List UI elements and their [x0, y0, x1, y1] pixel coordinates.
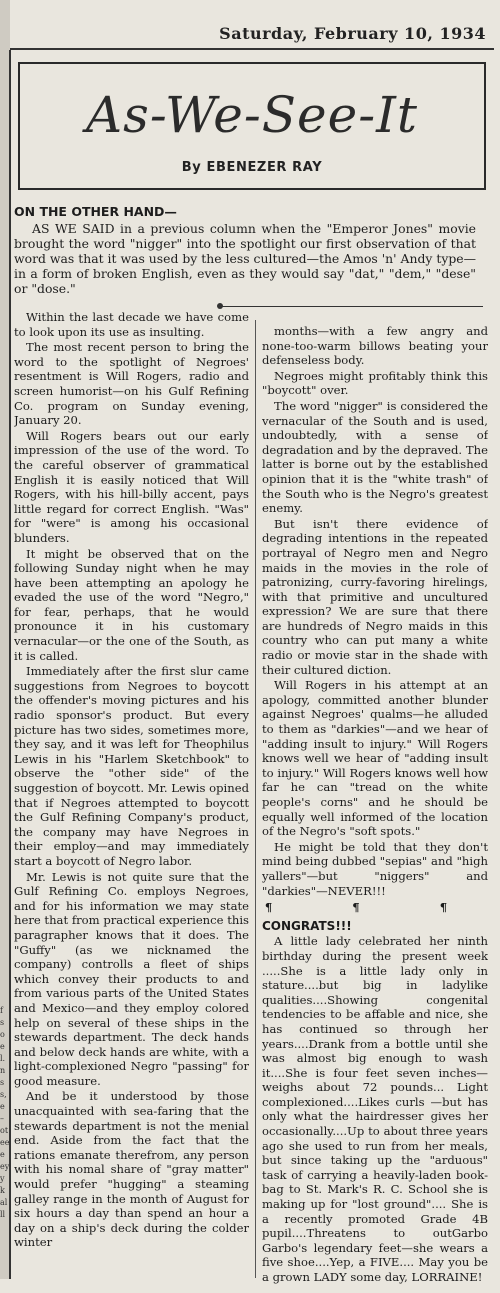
lead-paragraph: AS WE SAID in a previous column when the "Emperor Jones" movie brought the word "nigger" into the spotlight our first observation of that word was that it was used by the less cultured—the Amos 'n' Andy type—in a form of broken English, even as they would say "dat," "dem," "dese" or "dose.": [14, 221, 476, 296]
margin-fragment: s: [0, 1018, 5, 1027]
lead-rule-dot: [217, 303, 223, 309]
dateline: Saturday, February 10, 1934: [219, 24, 486, 43]
byline: By EBENEZER RAY: [181, 160, 323, 175]
paragraph: A little lady celebrated her ninth birthday during the present week .....She is a little lady only in stature....but big in ladylike qualities....Showing congenital tendencies to be affable and nice, she has continued so through her years....Drank from a bottle until she was almost big enough to wash it....She is four feet seven inches—weighs about 72 pounds... Light complexioned....Likes curls —but has only what the hairdresser gives her occasionally....Up to about three years ago she used to run from her meals, but since taking up the "arduous" task of carrying a heavily-laden book-bag to St. Mark's R. C. School she is making up for "lost ground".... She is a recently promoted Grade 4B pupil....Threatens to outGarbo Garbo's legendary feet—she wears a five shoe....Yep, a FIVE.... May you be a grown LADY some day, LORRAINE!: [262, 934, 488, 1284]
paragraph: But isn't there evidence of degrading intentions in the repeated portrayal of Negro men and Negro maids in the movies in the role of patronizing, curry-favoring hirelings, with that primitive and uncultured expression? We are sure that there are hundreds of Negro maids in this country who can put many a white radio or movie star in the shade with their cultured diction.: [262, 516, 488, 677]
margin-fragment: ee: [0, 1138, 10, 1147]
article-lead: [14, 204, 492, 296]
margin-fragment: o: [0, 1030, 5, 1039]
margin-fragment: e: [0, 1102, 5, 1111]
margin-fragment: s,: [0, 1090, 7, 1099]
paragraph-separator: ¶ ¶ ¶: [264, 900, 486, 915]
column-rule: [9, 50, 11, 1279]
margin-fragment: n: [0, 1066, 6, 1075]
margin-fragment: al: [0, 1198, 8, 1207]
paragraph: Mr. Lewis is not quite sure that the Gulf Refining Co. employs Negroes, and for his information we may state here that from practical experience this paragrapher knows that it does. The "Guffy" (as we nicknamed the company) controlls a fleet of ships which convey their products to and from various parts of the United States and Mexico—and they employ colored help on several of these ships in the stewards department. The deck hands and below deck hands are white, with a light-complexioned Negro "passing" for good measure.: [14, 869, 249, 1088]
paragraph: Within the last decade we have come to look upon its use as insulting.: [14, 310, 249, 339]
article-columns: [14, 310, 492, 1284]
congrats-subhead: CONGRATS!!!: [262, 918, 352, 933]
paragraph: It might be observed that on the following Sunday night when he may have been attempting an apology he evaded the use of the word "Negro," for fear, perhaps, that he would pronounce it in his customary vernacular—or the one of the South, as it is called.: [14, 546, 249, 663]
paragraph: Will Rogers bears out our early impression of the use of the word. To the careful observer of grammatical English it is easily noticed that Will Rogers, with his hill-billy accent, pays little regard for correct English. "Was" for "were" is among his occasional blunders.: [14, 428, 249, 545]
paragraph: Immediately after the first slur came suggestions from Negroes to boycott the offender's moving pictures and his radio sponsor's product. But every picture has two sides, sometimes more, they say, and it was left for Theophilus Lewis in his "Harlem Sketchbook" to observe the "other side" of the suggestion of boycott. Mr. Lewis opined that if Negroes attempted to boycott the Gulf Refining Company's product, the company may have Negroes in their employ—and may immediately start a boycott of Negro labor.: [14, 664, 249, 868]
masthead-box: [18, 62, 486, 190]
section-subhead: ON THE OTHER HAND—: [14, 204, 177, 219]
margin-fragment: –: [0, 1114, 4, 1123]
margin-fragment: ey: [0, 1162, 10, 1171]
paragraph: Negroes might profitably think this "boycott" over.: [262, 368, 488, 398]
column-title: As-We-See-It: [86, 86, 418, 144]
paragraph: And be it understood by those unacquainted with sea-faring that the stewards department is not the menial end. Aside from the fact that the rations emanate therefrom, any person with his nomal share of "gray matter" would prefer "hugging" a steaming galley range in the month of August for six hours a day than spend an hour a day on a ship's deck during the colder winter: [14, 1089, 249, 1250]
column-divider: [255, 320, 256, 1278]
margin-fragment: y: [0, 1174, 5, 1183]
paragraph: The most recent person to bring the word to the spotlight of Negroes' resentment is Will Rogers, radio and screen humorist—on his Gulf Refining Co. program on Sunday evening, January 20.: [14, 340, 249, 428]
margin-fragment: e: [0, 1042, 5, 1051]
margin-fragment: l.: [0, 1054, 6, 1063]
margin-fragment: f: [0, 1006, 3, 1015]
margin-fragment: ot: [0, 1126, 9, 1135]
paragraph: months—with a few angry and none-too-warm billows beating your defenseless body.: [262, 324, 488, 368]
dateline-rule: [10, 48, 494, 50]
left-column: [14, 310, 249, 1279]
lead-rule: [219, 306, 483, 307]
margin-fragment: k: [0, 1186, 5, 1195]
paragraph: He might be told that they don't mind being dubbed "sepias" and "high yallers"—but "niggers" and "darkies"—NEVER!!!: [262, 839, 488, 898]
paragraph: The word "nigger" is considered the vernacular of the South and is used, undoubtedly, with a sense of degradation and by the depraved. The latter is borne out by the established opinion that it is the "white trash" of the South who is the Negro's greatest enemy.: [262, 398, 488, 516]
margin-fragment: s: [0, 1078, 5, 1087]
paragraph: Will Rogers in his attempt at an apology, committed another blunder against Negroes' qualms—he alluded to them as "darkies"—and we hear of "adding insult to injury." Will Rogers knows well we hear of "adding insult to injury." Will Rogers knows well how far he can "tread on the white people's corns" and he should be equally well informed of the location of the Negro's "soft spots.": [262, 678, 488, 839]
margin-fragment: ll: [0, 1210, 6, 1219]
margin-fragment: e: [0, 1150, 5, 1159]
right-column: [262, 324, 488, 1293]
